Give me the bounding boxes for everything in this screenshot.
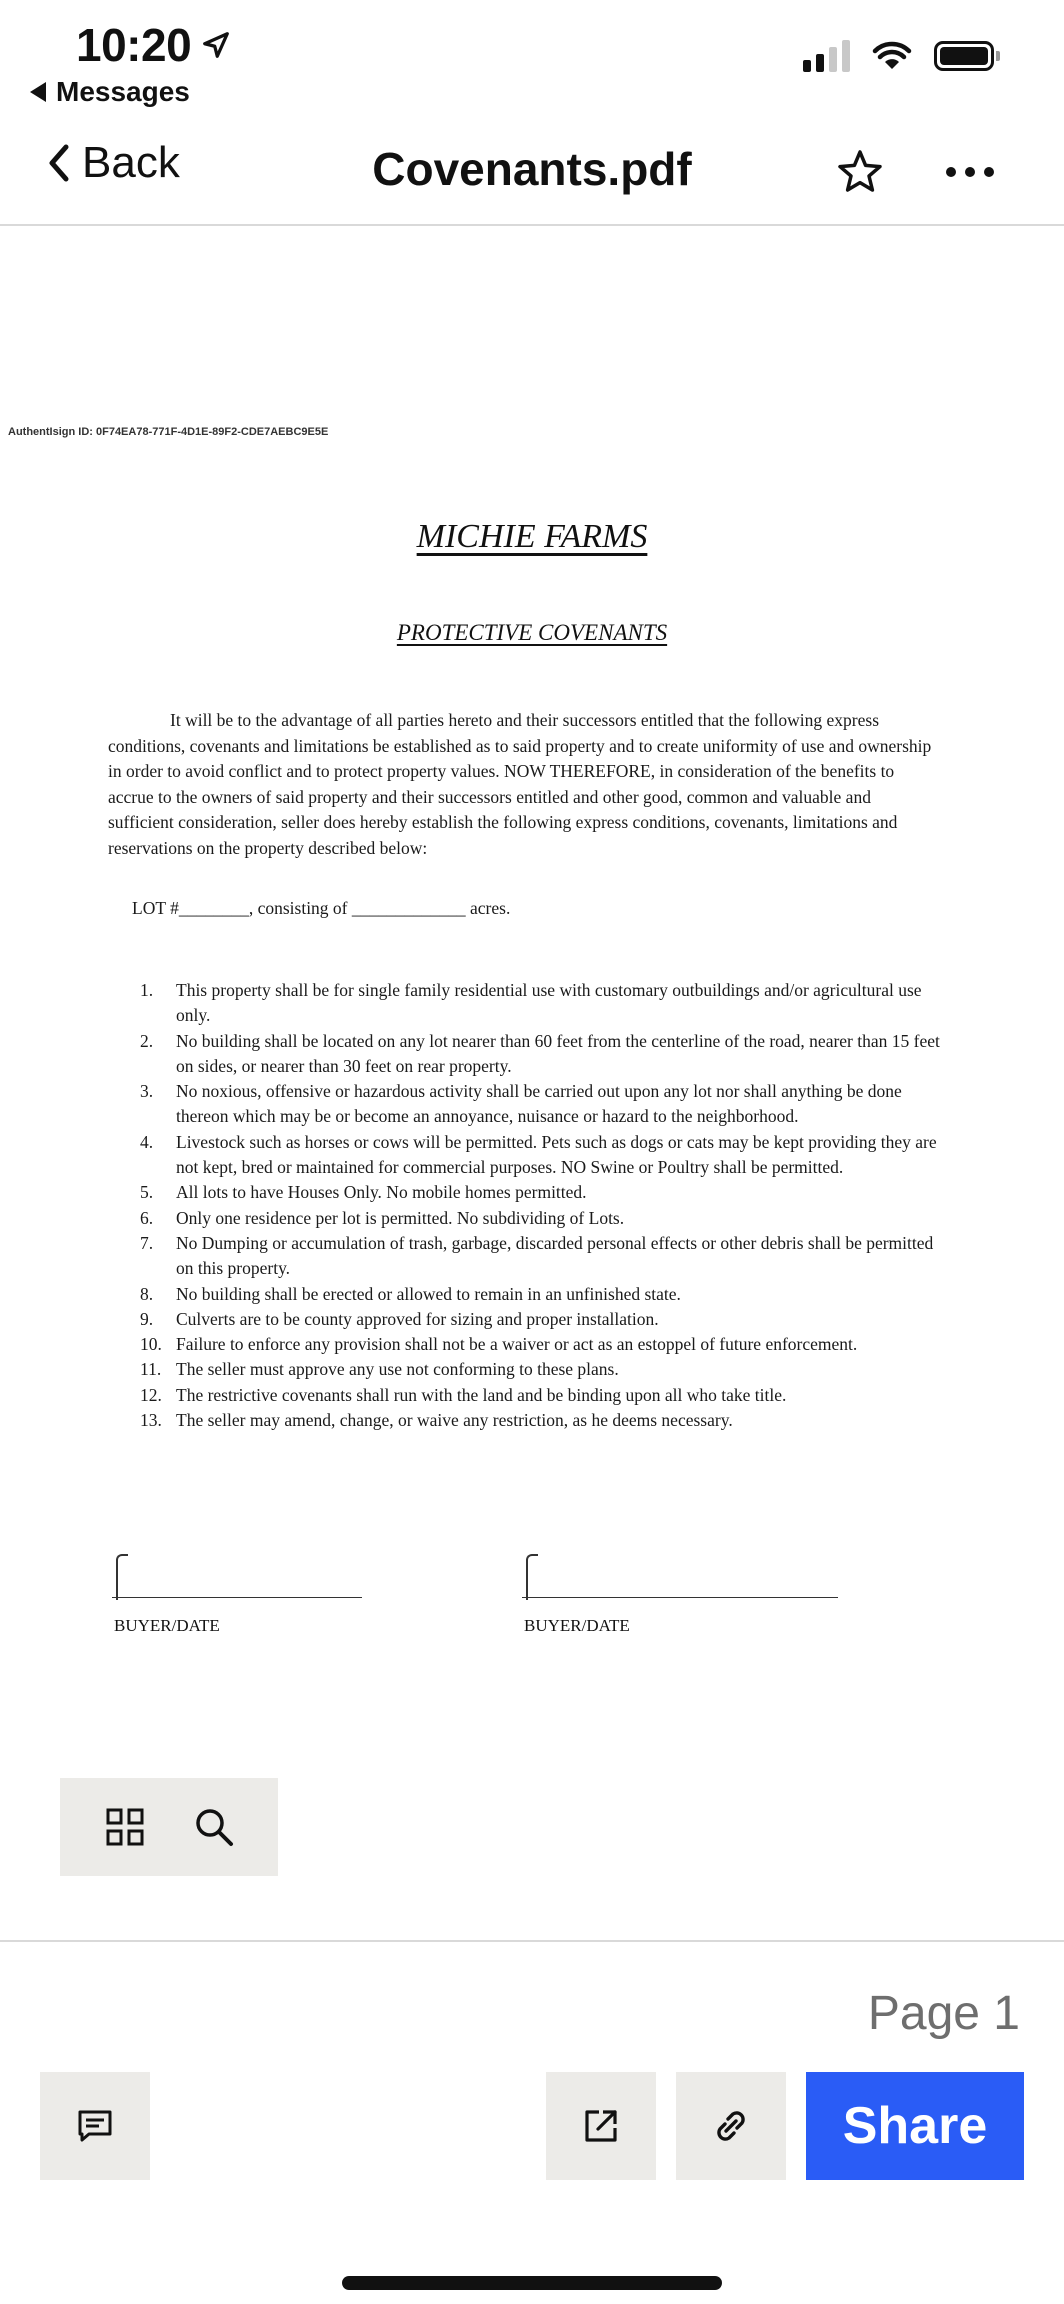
page-indicator: Page 1 — [867, 1987, 1020, 2040]
signature-line — [522, 1548, 838, 1598]
list-number: 12. — [140, 1384, 162, 1405]
list-text: No noxious, offensive or hazardous activity shall be carried out upon any lot nor shall anything be done thereon which may be or become an annoyance, nuisance or hazard to the neighborhood. — [176, 1081, 902, 1127]
share-button[interactable]: Share — [806, 2072, 1024, 2180]
list-number: 7. — [140, 1232, 154, 1253]
grid-icon[interactable] — [103, 1805, 147, 1849]
list-text: Failure to enforce any provision shall not be a waiver or act as an estoppel of future enforcement. — [176, 1334, 858, 1355]
list-item — [140, 1307, 940, 1332]
lot-line: LOT #________, consisting of _____________ acres. — [132, 898, 511, 918]
status-time-text: 10:20 — [76, 19, 192, 71]
list-number: 13. — [140, 1410, 162, 1431]
signal-icon — [803, 40, 850, 72]
star-icon[interactable] — [836, 148, 884, 196]
list-item — [140, 1408, 940, 1433]
nav-bar — [0, 128, 1064, 226]
more-icon[interactable] — [946, 154, 994, 190]
intro-paragraph: It will be to the advantage of all parties hereto and their successors entitled that the following express conditions, covenants and limitations be established as to said property and to create uniformity of use and ownership in order to avoid conflict and to protect property values. NOW THEREFORE, in consideration of the benefits to accrue to the owners of said property and their successors entitled and other good, common and valuable and sufficient consideration, seller does hereby establish the following express conditions, covenants, limitations and reservations on the property described below: — [108, 710, 932, 858]
status-time — [76, 18, 231, 72]
list-number: 1. — [140, 980, 154, 1000]
bottom-toolbar — [0, 1940, 1064, 2304]
back-button[interactable] — [44, 138, 180, 188]
list-item — [140, 1357, 940, 1382]
signature-label: BUYER/DATE — [524, 1616, 630, 1635]
list-text: The seller must approve any use not conforming to these plans. — [176, 1359, 619, 1380]
document-subtitle — [0, 620, 1064, 646]
list-text: The restrictive covenants shall run with the land and be binding upon all who take title. — [176, 1384, 787, 1405]
back-to-messages-label: Messages — [56, 76, 190, 107]
list-number: 6. — [140, 1207, 154, 1228]
pdf-page — [0, 418, 1064, 1768]
list-number: 11. — [140, 1359, 162, 1380]
back-triangle-icon — [30, 82, 46, 102]
list-number: 2. — [140, 1030, 154, 1051]
copy-link-button[interactable] — [676, 2072, 786, 2180]
list-number: 4. — [140, 1131, 154, 1152]
home-indicator[interactable] — [342, 2276, 722, 2290]
document-title — [0, 518, 1064, 556]
list-item — [140, 1029, 940, 1080]
list-number: 8. — [140, 1283, 154, 1304]
battery-icon — [934, 41, 1000, 71]
list-text: No building shall be located on any lot nearer than 60 feet from the centerline of the road, nearer than 15 feet on sides, or nearer than 30 feet on rear property. — [176, 1030, 940, 1076]
document-tools — [60, 1778, 278, 1876]
search-icon[interactable] — [192, 1805, 236, 1849]
comment-button[interactable] — [40, 2072, 150, 2180]
list-item — [140, 1383, 940, 1408]
open-external-button[interactable] — [546, 2072, 656, 2180]
link-icon — [711, 2106, 751, 2146]
covenant-list — [140, 978, 940, 1433]
list-item — [140, 1130, 940, 1181]
pdf-viewer[interactable] — [0, 228, 1064, 1918]
list-text: This property shall be for single family residential use with customary outbuildings and/or agricultural use only. — [176, 980, 922, 1026]
list-number: 3. — [140, 1081, 154, 1102]
list-number: 10. — [140, 1334, 162, 1355]
back-button-label: Back — [82, 138, 180, 187]
document-subtitle-text: PROTECTIVE COVENANTS — [396, 620, 668, 645]
list-item — [140, 1282, 940, 1307]
list-number: 9. — [140, 1308, 154, 1329]
document-title-text: MICHIE FARMS — [416, 518, 648, 555]
list-item — [140, 1206, 940, 1231]
wifi-icon — [872, 41, 912, 71]
list-item — [140, 1180, 940, 1205]
comment-icon — [75, 2106, 115, 2146]
list-text: Only one residence per lot is permitted. No subdividing of Lots. — [176, 1207, 625, 1228]
list-number: 5. — [140, 1182, 154, 1203]
list-item — [140, 978, 940, 1029]
list-item — [140, 1231, 940, 1282]
list-text: The seller may amend, change, or waive any restriction, as he deems necessary. — [176, 1410, 733, 1431]
signature-block-1 — [112, 1548, 362, 1636]
signature-line — [112, 1548, 362, 1598]
location-arrow-icon — [201, 30, 231, 60]
list-text: Livestock such as horses or cows will be permitted. Pets such as dogs or cats may be kept providing they are not kept, bred or maintained for commercial purposes. NO Swine or Poultry shall be permitted. — [176, 1131, 937, 1178]
signature-block-2 — [522, 1548, 838, 1636]
back-to-messages[interactable] — [30, 76, 190, 108]
list-text: All lots to have Houses Only. No mobile homes permitted. — [176, 1182, 587, 1203]
open-external-icon — [581, 2106, 621, 2146]
list-text: No building shall be erected or allowed to remain in an unfinished state. — [176, 1283, 681, 1304]
chevron-left-icon — [44, 141, 74, 185]
envelope-id: AuthentIsign ID: 0F74EA78-771F-4D1E-89F2-CDE7AEBC9E5E — [8, 426, 329, 438]
status-icons — [803, 40, 1000, 72]
list-item — [140, 1079, 940, 1130]
list-item — [140, 1332, 940, 1357]
signature-label: BUYER/DATE — [114, 1616, 220, 1635]
page-title: Covenants.pdf — [372, 143, 692, 195]
list-text: No Dumping or accumulation of trash, garbage, discarded personal effects or other debris shall be permitted on this property. — [176, 1232, 934, 1279]
list-text: Culverts are to be county approved for sizing and proper installation. — [176, 1308, 659, 1329]
